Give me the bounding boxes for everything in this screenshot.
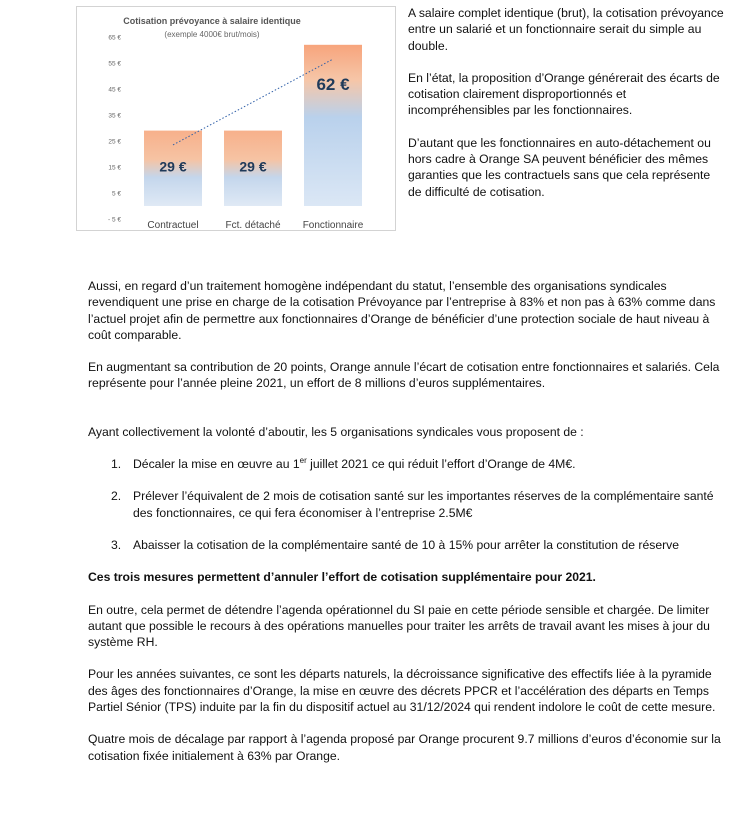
- x-axis: [147, 220, 363, 230]
- list-text: Abaisser la cotisation de la complémentaire santé de 10 à 15% pour arrêter la constitution de réserve: [133, 537, 680, 552]
- side-paragraph-2: En l’état, la proposition d’Orange générerait des écarts de cotisation clairement disproportionnés et incompréhensibles par les fonctionnaires.: [408, 70, 720, 118]
- side-commentary: [408, 5, 726, 216]
- paragraph-5: Pour les années suivantes, ce sont les départs naturels, la décroissance significative des effectifs liée à la pyramide des âges des fonctionnaires d’Orange, la mise en œuvre des décrets PPCR et l’accélération des départs en Temps Partiel Sénior (TPS) induite par la fin du dispositif actuel au 31/12/2024 qui rendent indolore le coût de cette mesure.: [88, 667, 716, 715]
- paragraph-2: En augmentant sa contribution de 20 points, Orange annule l’écart de cotisation entre fonctionnaires et salariés. Cela représente pour l’année pleine 2021, un effort de 8 millions d’euros supplémentaires.: [88, 360, 720, 391]
- superscript: er: [299, 456, 307, 466]
- data-label: 29 €: [159, 158, 187, 175]
- y-tick-label: 5 €: [111, 190, 121, 198]
- list-text: Décaler la mise en œuvre au 1: [133, 457, 300, 472]
- paragraph-4: En outre, cela permet de détendre l’agenda opérationnel du SI paie en cette période sensible et chargée. De limiter autant que possible le recours à des opérations manuelles pour traiter les arrêts de travail avant les mises à jour du système RH.: [88, 602, 710, 650]
- list-number: 1.: [111, 457, 122, 472]
- y-axis: [108, 35, 121, 224]
- side-paragraph-3: D’autant que les fonctionnaires en auto-détachement ou hors cadre à Orange SA peuvent bénéficier des mêmes garanties que les contractuels sans que cela représente de difficulté de cotisation.: [408, 135, 711, 199]
- list-item: [88, 456, 728, 472]
- list-item: [88, 537, 728, 553]
- y-tick-label: 35 €: [108, 112, 121, 120]
- main-text: [88, 278, 728, 764]
- chart-subtitle: (exemple 4000€ brut/mois): [164, 30, 260, 39]
- bar: [304, 45, 362, 206]
- list-number: 2.: [111, 489, 122, 504]
- data-label: 62 €: [316, 74, 350, 94]
- x-category-label: Fct. détaché: [225, 220, 281, 230]
- y-tick-label: 65 €: [108, 34, 121, 42]
- paragraph-6: Quatre mois de décalage par rapport à l’agenda proposé par Orange procurent 9.7 millions d’euros d’économie sur la cotisation fixée initialement à 63% par Orange.: [88, 732, 721, 763]
- data-label: 29 €: [239, 158, 267, 175]
- paragraph-1: Aussi, en regard d’un traitement homogène indépendant du statut, l’ensemble des organisations syndicales revendiquent une prise en charge de la cotisation Prévoyance par l’entreprise à 83% et non pas à 63% comme dans l’actuel projet afin de permettre aux fonctionnaires d’Orange de bénéficier d’une protection sociale de haut niveau à coût comparable.: [88, 279, 716, 342]
- y-tick-label: - 5 €: [107, 216, 121, 224]
- x-category-label: Contractuel: [147, 220, 199, 230]
- list-text: juillet 2021 ce qui réduit l’effort d’Orange de 4M€.: [306, 457, 576, 472]
- chart-canvas: [77, 7, 395, 230]
- list-number: 3.: [111, 537, 122, 552]
- cotisation-chart: [76, 6, 396, 231]
- proposal-list: [88, 456, 728, 553]
- y-tick-label: 15 €: [108, 164, 121, 172]
- list-item: [88, 488, 728, 521]
- y-tick-label: 55 €: [108, 60, 121, 68]
- list-text: Prélever l’équivalent de 2 mois de cotisation santé sur les importantes réserves de la complémentaire santé des fonctionnaires, ce qui fera économiser à l’entreprise 2.5M€: [133, 489, 714, 520]
- x-category-label: Fonctionnaire: [302, 220, 364, 230]
- y-tick-label: 25 €: [108, 138, 121, 146]
- paragraph-3: Ayant collectivement la volonté d’aboutir, les 5 organisations syndicales vous proposent de :: [88, 424, 584, 439]
- bold-conclusion: Ces trois mesures permettent d’annuler l’effort de cotisation supplémentaire pour 2021.: [88, 570, 596, 585]
- bars: [144, 45, 362, 206]
- chart-title: Cotisation prévoyance à salaire identique: [123, 16, 301, 26]
- y-tick-label: 45 €: [108, 86, 121, 94]
- side-paragraph-1: A salaire complet identique (brut), la cotisation prévoyance entre un salarié et un fonctionnaire serait du simple au double.: [408, 6, 724, 53]
